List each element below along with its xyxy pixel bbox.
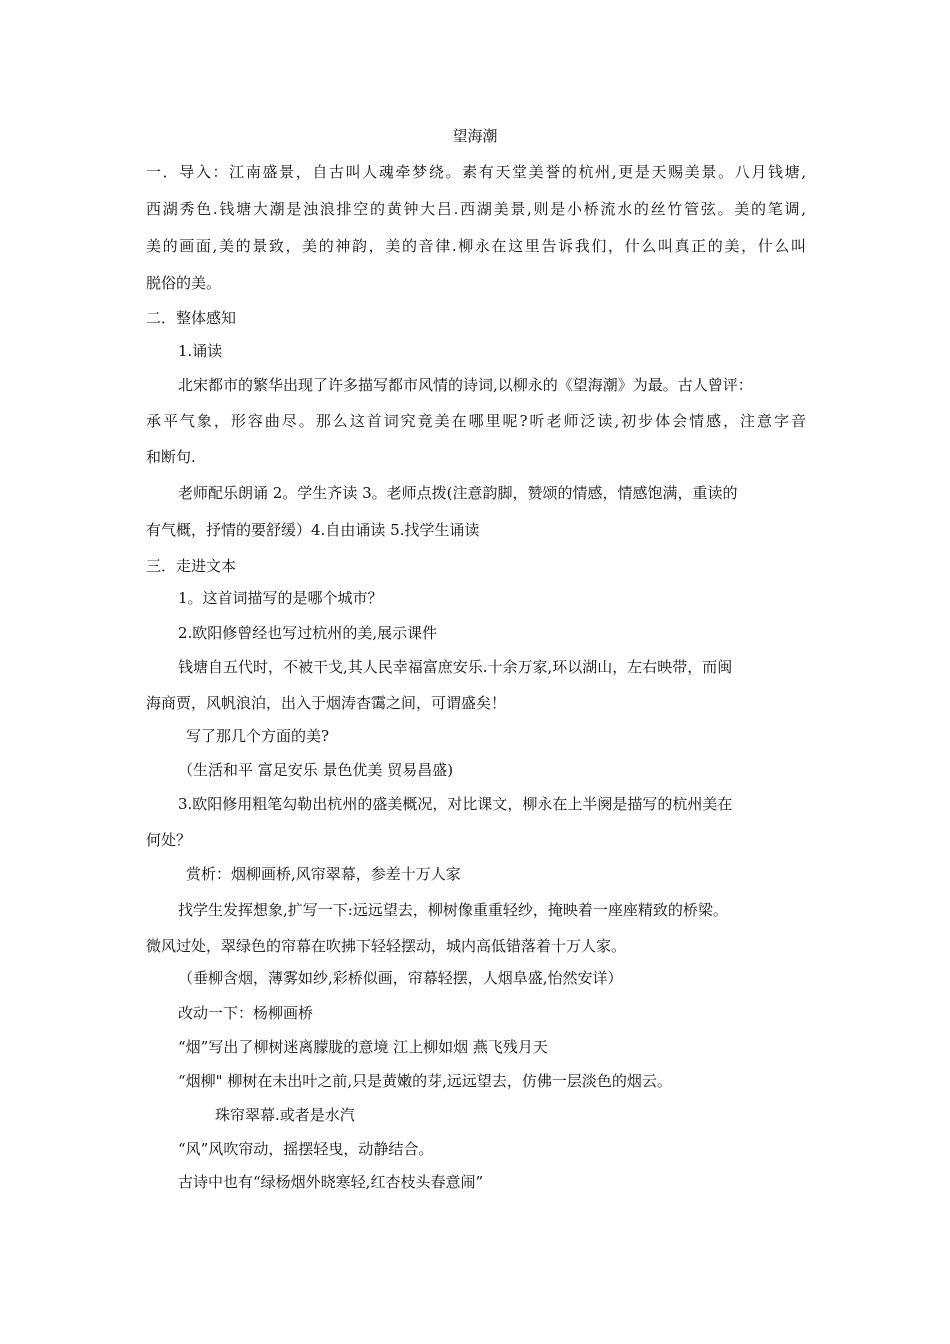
text-line: 珠帘翠幕.或者是水汽 bbox=[215, 1106, 355, 1124]
text-line: 写了那几个方面的美? bbox=[186, 727, 330, 745]
document-title: 望海潮 bbox=[452, 127, 498, 145]
text-line: 美的画面,美的景致，美的神韵，美的音律.柳永在这里告诉我们，什么叫真正的美，什么叫 bbox=[146, 237, 806, 255]
text-line: （生活和平 富足安乐 景色优美 贸易昌盛) bbox=[178, 761, 454, 779]
text-line: “烟柳" 柳树在未出叶之前,只是黄嫩的芽,远远望去，仿佛一层淡色的烟云。 bbox=[178, 1072, 672, 1090]
text-line: 3.欧阳修用粗笔勾勒出杭州的盛美概况，对比课文，柳永在上半阕是描写的杭州美在 bbox=[178, 795, 733, 813]
text-line: 海商贾，风帆浪泊，出入于烟涛杳霭之间，可谓盛矣！ bbox=[146, 694, 507, 712]
text-line: 微风过处，翠绿色的帘幕在吹拂下轻轻摆动，城内高低错落着十万人家。 bbox=[146, 937, 627, 955]
section-heading: 二．整体感知 bbox=[146, 309, 237, 327]
text-line: 一．导入：江南盛景，自古叫人魂牵梦绕。素有天堂美誉的杭州,更是天赐美景。八月钱塘, bbox=[146, 163, 806, 181]
section-heading: 三．走进文本 bbox=[146, 557, 237, 575]
text-line: 西湖秀色.钱塘大潮是浊浪排空的黄钟大吕.西湖美景,则是小桥流水的丝竹管弦。美的笔调, bbox=[146, 200, 806, 218]
text-line: 1。这首词描写的是哪个城市？ bbox=[178, 589, 383, 607]
text-line: 古诗中也有“绿杨烟外晓寒轻,红杏枝头春意闹” bbox=[178, 1173, 484, 1191]
text-line: 钱塘自五代时，不被干戈,其人民幸福富庶安乐.十余万家,环以湖山，左右映带，而闽 bbox=[178, 658, 733, 676]
text-line: 改动一下：杨柳画桥 bbox=[178, 1004, 314, 1022]
text-line: 北宋都市的繁华出现了许多描写都市风情的诗词,以柳永的《望海潮》为最。古人曾评： bbox=[178, 376, 753, 394]
text-line: “烟”写出了柳树迷离朦胧的意境 江上柳如烟 燕飞残月天 bbox=[178, 1038, 548, 1056]
text-line: 老师配乐朗诵 2。学生齐读 3。老师点拨(注意韵脚，赞颂的情感，情感饱满，重读的 bbox=[178, 484, 738, 502]
text-line: 脱俗的美。 bbox=[146, 274, 222, 292]
text-line: 何处？ bbox=[146, 831, 192, 849]
text-line: 有气概，抒情的要舒缓）4.自由诵读 5.找学生诵读 bbox=[146, 521, 480, 539]
text-line: 1.诵读 bbox=[178, 342, 223, 360]
text-line: “风”风吹帘动，摇摆轻曳，动静结合。 bbox=[178, 1140, 434, 1158]
text-line: 承平气象，形容曲尽。那么这首词究竟美在哪里呢?听老师泛读,初步体会情感，注意字音 bbox=[146, 412, 806, 430]
text-line: 找学生发挥想象,扩写一下:远远望去，柳树像重重轻纱，掩映着一座座精致的桥梁。 bbox=[178, 901, 728, 919]
text-line: 赏析：烟柳画桥,风帘翠幕，参差十万人家 bbox=[186, 865, 461, 883]
text-line: 和断句. bbox=[146, 448, 196, 466]
text-line: 2.欧阳修曾经也写过杭州的美,展示课件 bbox=[178, 624, 438, 642]
text-line: （垂柳含烟，薄雾如纱,彩桥似画，帘幕轻摆，人烟阜盛,怡然安详） bbox=[178, 969, 623, 987]
